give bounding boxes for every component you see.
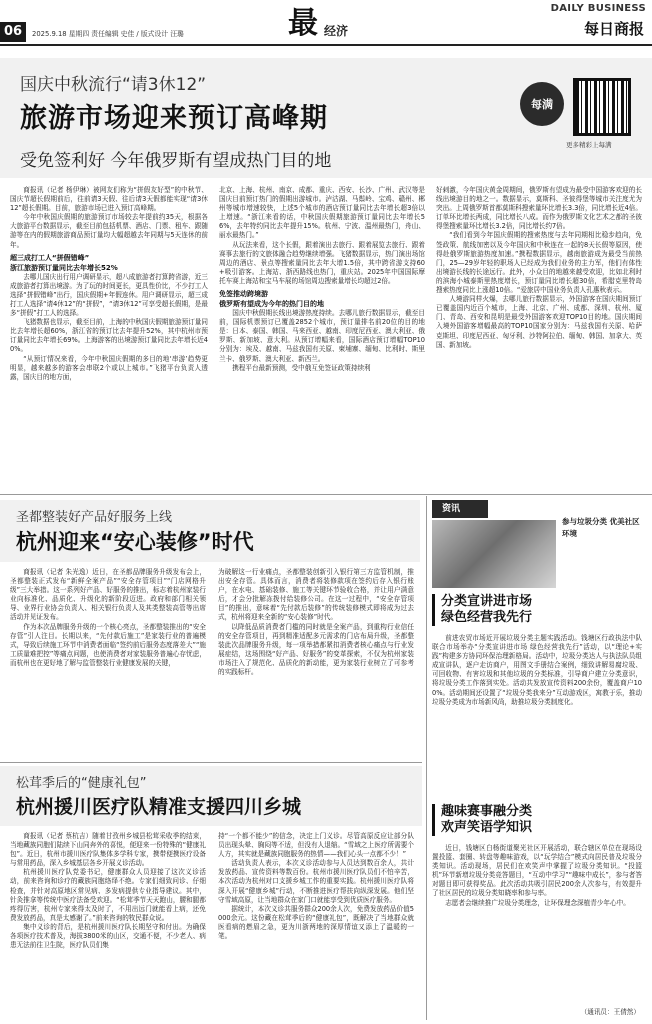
lead-headline: 旅游市场迎来预订高峰期 [20,103,328,134]
lead-subhead: 受免签利好 今年俄罗斯有望成热门目的地 [20,151,332,171]
story2-column-1: 商报讯（记者 朱光逸）近日，在圣都品牌服务升级发布会上，圣都整装正式发布“新鲜全案产品”“安全存管项目”“门店网格升级”三大举措。这一系列好产品、好服务的推出，标志着杭州家装行业向标准化、品质化、升级化的新阶段迈进。政府和部门相关领导、业界行业协会负责人、相关银行负责人及其类整装高管等出席活动并见证发布。 作为本次品牌服务升级的一个核心亮点，圣都整装推出的“安全存管”引人注目。长期以来，“先付款后施工”是家装行业的普遍模式，导致后续施工环节中消费者面临“签约前后服务态度落差大”“施工质量难把控”等痛点问题，也使消费者对家装服务普遍心存忧虑，而杭州也在更好地了解与监管整装行业健康发展的关键， [10,568,206,667]
divider-horizontal [0,494,652,495]
sidebar-photo [432,520,556,588]
sidebar-photo-caption: 参与垃圾分类 优美社区环境 [562,517,640,538]
story2-headline: 杭州迎来“安心装修”时代 [16,530,254,554]
story3-column-2: 持“一个都不能少”的信念，决定上门义诊。尽管高原反应让部分队员出现头晕、胸闷等不适，但没有人退缩。“雪域之上医疗所需要个人方，其实就是藏族同胞服务的热情——我们心头一点都不少！” 活动负责人表示，本次义诊活动参与人员达到数百余人，共计发放药品、宣传资料等数百份。杭州市援川医疗队员们不怕辛苦，本次活动为杭州对口支援乡城工作的重要实践。杭州援川医疗队将深入开展“健康乡城”行动，不断推进医疗帮扶向纵深发展。他们坚守雪域高原，让当地群众在家门口就能享受到优质医疗服务。 据统计，本次义诊共服务群众200余人次，免费发放药品价值5000余元。这份藏在松茸季后的“健康礼包”，既解决了当地群众就医看病的燃眉之急，更为川浙两地的深厚情谊又添上了温暖的一笔。 [218,832,414,941]
story2-column-2: 为破解这一行业痛点，圣都整装创新引入银行第三方监管机制，推出安全存管。具体而言，消费者将装修款项在签约后存入银行账户，在水电、基础装修、施工等关键环节验收合格，并让用户满意后，才会分批解冻拨付给装修公司。在这一过程中，“安全存管项目”的推出，意味着“先付款后装修”的传统装修模式即将成为过去式，杭州将迎来全新的“安心装修”时代。 以降低品质消费者门槛的同时就是全案产品，到重构行业信任的安全存管项目，再到精准适配多元需求的门店布局升级，圣都整装此次品牌服务升级，每一项举措都紧扣消费者核心痛点与行业发展症结，这场围绕“好产品、好服务”的变革探索，不仅为杭州家装市场注入了规范化、品质化的新动能，更为家装行业树立了可参考的实践标杆。 [218,568,414,677]
story2-kicker: 圣都整装好产品好服务上线 [16,510,173,525]
sidebar-news [432,500,646,1020]
divider-vertical [426,496,427,1020]
lead-headline-block [0,58,652,178]
story2-headline-block [0,500,420,562]
section-name: 经济 [324,24,349,38]
sidebar-label: 资讯 [432,500,488,518]
sidebar-item-1-body: 前进农贸市场近开展垃圾分类主题实践活动。钱塘区行政执法中队联合市场举办“分类宣讲进市场 绿色经营我先行”活动，以“理论+实践”构建多方协同环保治理新格局。活动中，垃圾分类达人与执法队员组成宣讲队，逐户走访商户，用图文手册结合案例，细致讲解易腐垃圾、可回收物、有害垃圾和其他垃圾的分类标准，引导商户建立分类意识，将垃圾分类工作落到实处。活动共发放宣传资料200余份，覆盖商户100%。活动期间还设置了“垃圾分类我来分”互动游戏区，寓教于乐，推动垃圾分类成为市场新风尚，助推垃圾分类制度化。 [432,634,642,706]
lead-column-1: 商报讯（记者 杨伊琳）被网友们称为“拼假友好型”的中秋节、国庆节超长假期前后，往前请3天假、往后请3天假都能实现“请3休12”超长假期。目前，旅游市场已进入预订高峰期。 今年中秋国庆假期的旅游预订市场较去年提前约35天，根据各大旅游平台数据显示，截至目前包括机票、酒店、门票、租车、跟随游等在内的假期旅游商品预订量均大幅超越去年同期与5天连休的前年。 超三成打工人“拼假错峰” 浙江旅游预订量同比去年增长52% 去哪儿国庆出行用户调研显示，超八成旅游者打算跨省游，近三成旅游者打算出境游。为了玩的时间更长，更具性价比，不少打工人选择“拼假错峰”出行，国庆假期+年假连休。用户调研显示，超三成打工人选择“请4休12”的“拼假”，“请3休12”可享受超长假期，是最多“拼假”打工人的选择。 飞猪数据也显示，截至目前，上海的中秋国庆假期旅游预订量同比去年增长超60%，浙江省的预订比去年提升52%，其中杭州市预订量同比去年增长69%。上海游客的出境游预订量同比去年增长近40%。 “从预订情况来看，今年中秋国庆假期的多目的地‘串游’趋势更明显，越来越多的游客会串联2个或以上城市。”飞猪平台负责人透露，国庆目的地方面， [10,186,208,381]
sidebar-byline: （通讯员：王倩然） [580,1008,640,1016]
issue-meta: 2025.9.18 星期四 责任编辑 史佳 / 版式设计 汪璐 [32,30,184,38]
qr-caption: 更多精彩上每满 [566,141,612,149]
page-number: 06 [0,22,26,42]
header-rule [0,44,652,46]
qr-code[interactable] [573,78,631,136]
brand-cn: 每日商报 [583,20,644,38]
story3-headline-block [0,766,422,826]
app-logo: 每满 [520,82,564,126]
story3-column-1: 商报讯（记者 蔡杭吉）随着甘孜州乡城县松茸采收季的结束，当地藏族同胞们陆续下山同奔外的喜悦，便迎来一份特殊的“健康礼包”。近日，杭州市援川医疗队集体多学科专家，携带便携医疗设备与常用药品，深入乡城基层各乡开展义诊活动。 杭州援川医疗队党委书记，健康群众人员迎接了这次义诊活动，前来咨询和诊疗的藏族同胞络绎不绝。专家们细致问诊、仔细检查，并针对高原地区常见病、多发病提供专业指导建议。其中，针灸推拿等传统中医疗法备受欢迎。“松茸季节天天跑山，腰和腿都疼得厉害，杭州专家来得太及时了，不用出远门就能看上病，还免费发放药品，真是太感谢了。”前来咨询的牧民群众说。 集中义诊的背后，是杭州援川医疗队长期坚守和付出。为确保各项医疗技术普及，海拔3800米的山区，交通不便，不少老人、病患无法前往卫生院，医疗队员们集 [10,832,206,950]
lead-subhead-2: 免签推动跨境游 俄罗斯有望成为今年的热门目的地 [219,290,324,309]
section-mark-char: 最 [288,6,318,41]
lead-subhead-1: 超三成打工人“拼假错峰” 浙江旅游预订量同比去年增长52% [10,253,118,272]
divider-story3 [0,762,422,763]
story3-kicker: 松茸季后的“健康礼包” [16,776,147,791]
story3-headline: 杭州援川医疗队精准支援四川乡城 [16,796,302,818]
lead-kicker: 国庆中秋流行“请3休12” [20,75,207,95]
sidebar-item-1-headline: 分类宣讲进市场 绿色经营我先行 [432,594,642,626]
sidebar-item-2-body: 近日，钱塘区白杨街道聚光社区开展活动，联合辖区单位在现场设置投篮、套圈、转盘等趣味游戏，以“玩学结合”模式向居民普及垃圾分类知识。活动现场，居民们在欢笑声中掌握了垃圾分类知识。“投篮机”环节新增垃圾分类竞答题目，“互动中学习”“趣味中成长”，参与者答对题目即可获得奖品。此次活动共吸引居民200余人次参与，有效提升了社区居民的垃圾分类知晓率和参与率。 志愿者会继续推广垃圾分类理念，让环保理念深植青少年心中。 [432,844,642,907]
brand-en: DAILY BUSINESS [550,3,646,14]
lead-column-2: 北京、上海、杭州、南京、成都、重庆、西安、长沙、广州、武汉等是国庆目前预订热门的假期出游城市。泸沽湖、马鬃岭、宝鸡、赣州、郴州等城市增速较快，上述5个城市的酒店预订量同比去年增长超3倍以上增速。“浙江来看的话，中秋国庆假期旅游预订量同比去年增长56%，去年特约同比去年提升15%。杭州、宁波、温州最热门，舟山、丽水最热门。” 从玩法来看，这个长假，跟着演出去旅行、跟着展览去旅行、跟着赛事去旅行的文旅体融合趋势继续增强。飞猪数据显示，热门演出场馆周边的酒店、景点等搜索量同比去年大增1.5倍，其中跨省游支持60+吸引游客。上海站、浙西路线也热门，重庆站。2025年中国国际摩托车赛上海站和宝马车展的场馆周边搜索量增长均超过2倍。 免签推动跨境游 俄罗斯有望成为今年的热门目的地 国庆中秋假期长线出境游热度持续。去哪儿旅行数据显示，截至目前，国际机票预订已覆盖2852个城市，预订量排名前20位的目的地是：日本、泰国、韩国、马来西亚、越南、印度尼西亚、澳大利亚、俄罗斯、新加坡、意大利。从预订增幅来看，国际酒店预订增幅TOP10分别为：埃及、越南、马兹我国有关原、柬埔寨、缅甸、比利时、斯里兰卡、俄罗斯、澳大利亚、新西兰。 携程平台最新预测，受中俄互免签证政策持续利 [219,186,425,372]
lead-column-3: 好刺激，今年国庆黄金周期间，俄罗斯有望成为最受中国游客欢迎的长线出境游目的地之一。数据显示，莫斯科、圣彼得堡等城市关注度尤为突出。上周俄罗斯首都莫斯科搜索量环比增长3.3倍，同比增长近4倍。订单环比增长两成，同比增长八成。而作为俄罗斯文化艺术之都的圣彼得堡搜索量环比增长3.2倍，同比增长约7倍。 “我们看到今年国庆假期的搜索热度与去年同期相比稳步趋向，免签政策、航线加密以及今年国庆和中秋连在一起的8天长假等原因，使得赴俄罗斯旅游热度加速。”携程数据显示，越南旅游成为最受当前热门，25—29岁年轻的职场人已经成为我们业务的主力军，他们有体性出境游长线的长途远行。此外，小众目的地越来越受欢迎，比如北利时的滨海小城泰斯里热度增长，预订量同比增长超30倍，希腊克里特岛搜索热度同比上涨超10倍。“爱旅居中国业务负责人孔惠秋表示。 人境游同样火爆，去哪儿旅行数据显示，外国游客在国庆期间预订已覆盖国内近百个城市，上海、北京、广州、成都、深圳、杭州、厦门、青岛、西安和昆明是最受外国游客欢迎TOP10目的地。国庆期间入境外国游客增幅最高的TOP10国家分别为：马兹我国有关原、哈萨克斯坦、印度尼西亚、匈牙利、沙特阿拉伯、缅甸、韩国、加拿大、英国、新加坡。 [436,186,642,349]
sidebar-item-2-headline: 趣味赛事融分类 欢声笑语学知识 [432,804,642,836]
